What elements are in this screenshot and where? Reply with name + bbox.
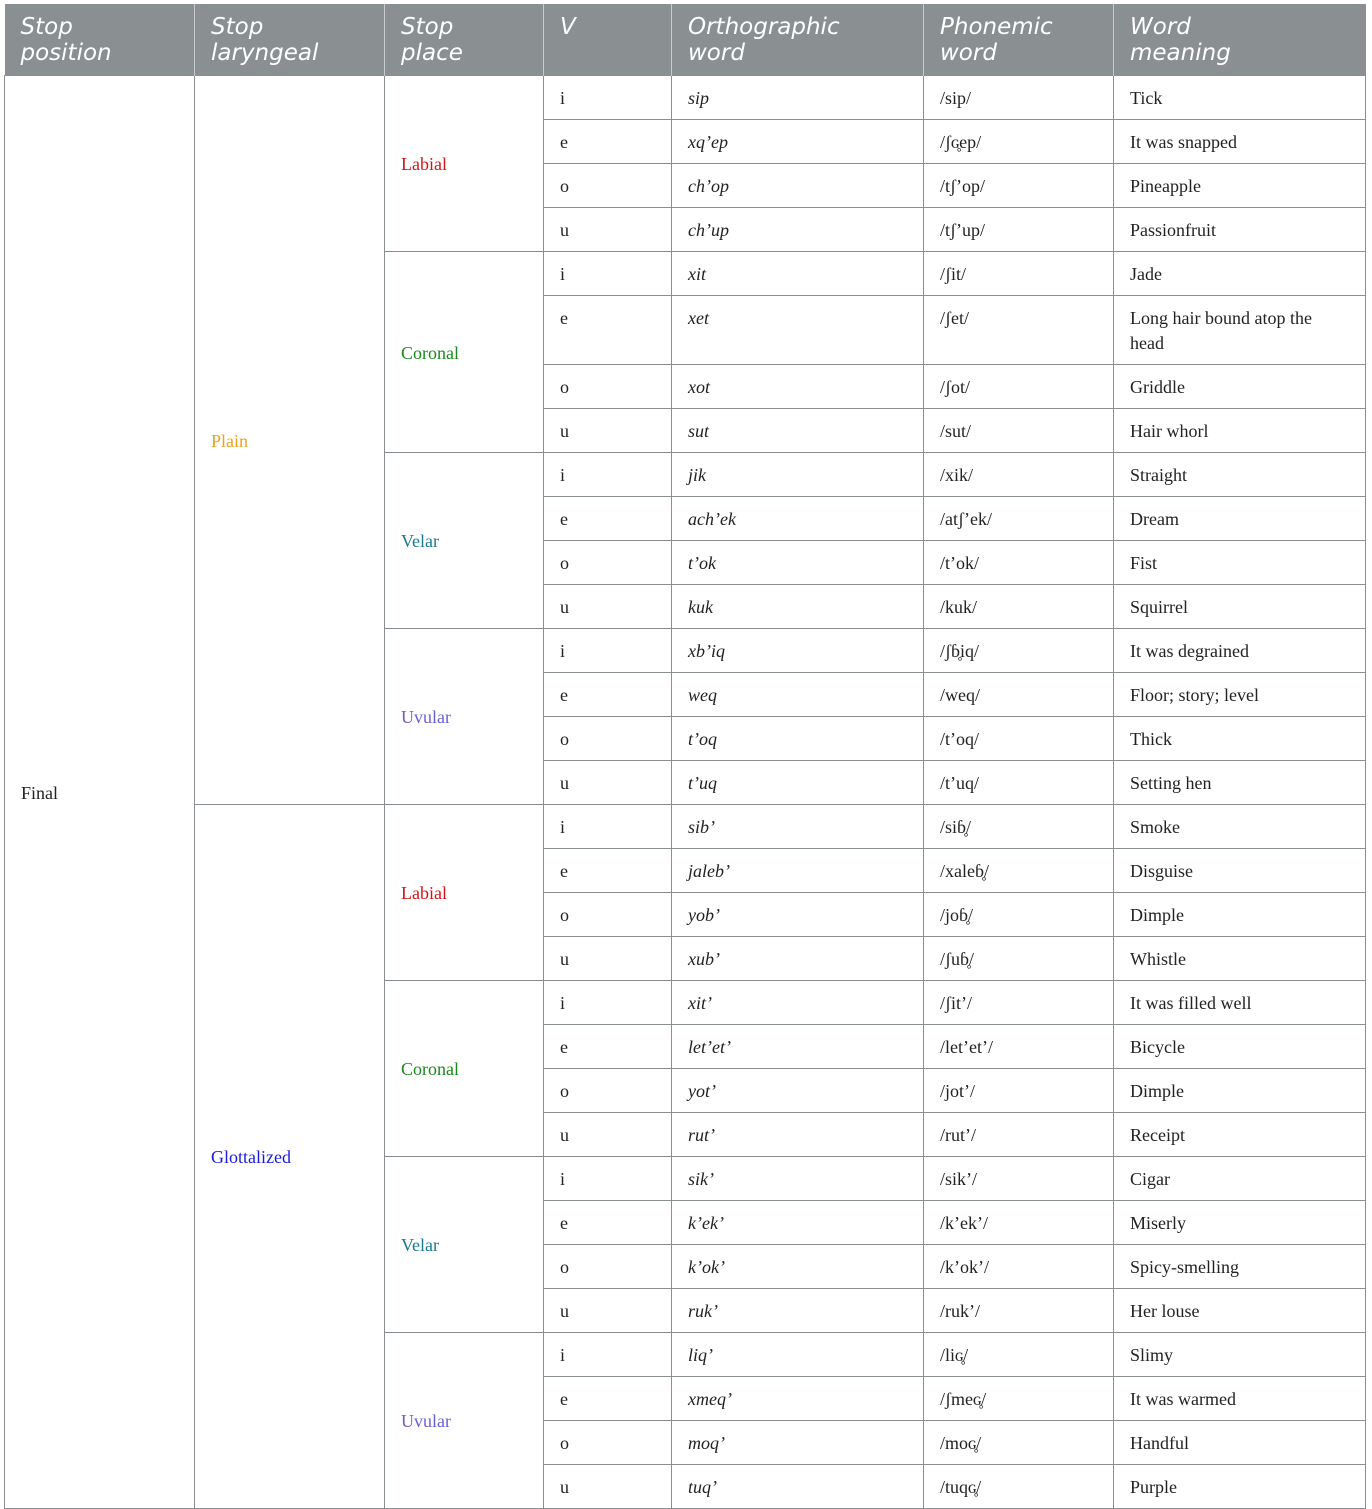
orthographic-word-cell: xit’: [672, 981, 924, 1025]
vowel-cell: o: [544, 1245, 672, 1289]
word-meaning-cell: Thick: [1114, 717, 1366, 761]
word-meaning-cell: Dimple: [1114, 1069, 1366, 1113]
phonemic-word-cell: /tuqɢ̥/: [924, 1465, 1114, 1509]
phonemic-word-cell: /t’oq/: [924, 717, 1114, 761]
header-stop-laryngeal: Stop laryngeal: [195, 4, 385, 76]
word-meaning-cell: It was degrained: [1114, 629, 1366, 673]
table-body: [5, 76, 1366, 1509]
vowel-cell: e: [544, 120, 672, 164]
vowel-cell: e: [544, 497, 672, 541]
orthographic-word-cell: moq’: [672, 1421, 924, 1465]
phonemic-word-cell: /sik’/: [924, 1157, 1114, 1201]
orthographic-word-cell: t’uq: [672, 761, 924, 805]
orthographic-word-cell: sut: [672, 409, 924, 453]
word-meaning-cell: Fist: [1114, 541, 1366, 585]
phonemic-word-cell: /k’ek’/: [924, 1201, 1114, 1245]
vowel-cell: i: [544, 805, 672, 849]
phonemic-word-cell: /joɓ̥/: [924, 893, 1114, 937]
vowel-cell: e: [544, 1201, 672, 1245]
orthographic-word-cell: xet: [672, 296, 924, 365]
word-meaning-cell: Smoke: [1114, 805, 1366, 849]
table-row: [5, 76, 1366, 120]
phonemic-word-cell: /ʃɢ̥ep/: [924, 120, 1114, 164]
place-cell: Uvular: [385, 629, 544, 805]
phonemic-word-cell: /let’et’/: [924, 1025, 1114, 1069]
orthographic-word-cell: t’ok: [672, 541, 924, 585]
phonemic-word-cell: /k’ok’/: [924, 1245, 1114, 1289]
word-meaning-cell: Slimy: [1114, 1333, 1366, 1377]
phonemic-word-cell: /ʃɓ̥iq/: [924, 629, 1114, 673]
orthographic-word-cell: weq: [672, 673, 924, 717]
place-cell: Velar: [385, 453, 544, 629]
word-meaning-cell: Her louse: [1114, 1289, 1366, 1333]
header-vowel: V: [544, 4, 672, 76]
orthographic-word-cell: ach’ek: [672, 497, 924, 541]
orthographic-word-cell: yot’: [672, 1069, 924, 1113]
vowel-cell: e: [544, 849, 672, 893]
word-meaning-cell: Miserly: [1114, 1201, 1366, 1245]
phonemic-word-cell: /weq/: [924, 673, 1114, 717]
orthographic-word-cell: ch’op: [672, 164, 924, 208]
table-header: [5, 4, 1366, 76]
vowel-cell: i: [544, 252, 672, 296]
word-meaning-cell: Long hair bound atop the head: [1114, 296, 1366, 365]
word-meaning-cell: Setting hen: [1114, 761, 1366, 805]
orthographic-word-cell: xub’: [672, 937, 924, 981]
phonemic-word-cell: /xik/: [924, 453, 1114, 497]
orthographic-word-cell: let’et’: [672, 1025, 924, 1069]
vowel-cell: e: [544, 673, 672, 717]
word-meaning-cell: Bicycle: [1114, 1025, 1366, 1069]
vowel-cell: i: [544, 1333, 672, 1377]
phonemic-word-cell: /xaleɓ̥/: [924, 849, 1114, 893]
word-meaning-cell: Jade: [1114, 252, 1366, 296]
vowel-cell: e: [544, 1025, 672, 1069]
orthographic-word-cell: sip: [672, 76, 924, 120]
header-stop-place: Stop place: [385, 4, 544, 76]
word-meaning-cell: Passionfruit: [1114, 208, 1366, 252]
word-meaning-cell: Squirrel: [1114, 585, 1366, 629]
place-cell: Coronal: [385, 252, 544, 453]
orthographic-word-cell: rut’: [672, 1113, 924, 1157]
word-meaning-cell: Receipt: [1114, 1113, 1366, 1157]
phonemic-word-cell: /t’ok/: [924, 541, 1114, 585]
orthographic-word-cell: sib’: [672, 805, 924, 849]
word-meaning-cell: Cigar: [1114, 1157, 1366, 1201]
vowel-cell: u: [544, 761, 672, 805]
vowel-cell: i: [544, 629, 672, 673]
vowel-cell: o: [544, 164, 672, 208]
orthographic-word-cell: kuk: [672, 585, 924, 629]
phonemic-word-cell: /ʃet/: [924, 296, 1114, 365]
phonemic-word-cell: /kuk/: [924, 585, 1114, 629]
vowel-cell: u: [544, 409, 672, 453]
vowel-cell: o: [544, 541, 672, 585]
laryngeal-cell: Plain: [195, 76, 385, 805]
place-cell: Uvular: [385, 1333, 544, 1509]
word-meaning-cell: It was filled well: [1114, 981, 1366, 1025]
place-cell: Labial: [385, 805, 544, 981]
phonemic-word-cell: /t’uq/: [924, 761, 1114, 805]
word-meaning-cell: Griddle: [1114, 365, 1366, 409]
word-meaning-cell: Tick: [1114, 76, 1366, 120]
vowel-cell: u: [544, 208, 672, 252]
phonemic-word-cell: /rut’/: [924, 1113, 1114, 1157]
phonemic-word-cell: /jot’/: [924, 1069, 1114, 1113]
phonemic-word-cell: /ʃit’/: [924, 981, 1114, 1025]
orthographic-word-cell: xot: [672, 365, 924, 409]
word-meaning-cell: Dream: [1114, 497, 1366, 541]
phonemic-word-cell: /ʃit/: [924, 252, 1114, 296]
vowel-cell: u: [544, 1113, 672, 1157]
orthographic-word-cell: tuq’: [672, 1465, 924, 1509]
vowel-cell: e: [544, 296, 672, 365]
vowel-cell: o: [544, 893, 672, 937]
word-meaning-cell: Floor; story; level: [1114, 673, 1366, 717]
orthographic-word-cell: k’ok’: [672, 1245, 924, 1289]
phonemic-word-cell: /ʃuɓ̥/: [924, 937, 1114, 981]
header-stop-position: Stop position: [5, 4, 195, 76]
phonemic-word-cell: /tʃ’op/: [924, 164, 1114, 208]
word-meaning-cell: Pineapple: [1114, 164, 1366, 208]
laryngeal-cell: Glottalized: [195, 805, 385, 1509]
phonemic-word-cell: /siɓ̥/: [924, 805, 1114, 849]
vowel-cell: i: [544, 453, 672, 497]
word-meaning-cell: It was warmed: [1114, 1377, 1366, 1421]
vowel-cell: u: [544, 1289, 672, 1333]
phonemic-word-cell: /atʃ’ek/: [924, 497, 1114, 541]
orthographic-word-cell: t’oq: [672, 717, 924, 761]
place-cell: Labial: [385, 76, 544, 252]
orthographic-word-cell: jaleb’: [672, 849, 924, 893]
vowel-cell: i: [544, 981, 672, 1025]
stop-consonant-table: [4, 4, 1366, 1509]
word-meaning-cell: Purple: [1114, 1465, 1366, 1509]
vowel-cell: e: [544, 1377, 672, 1421]
header-row: [5, 4, 1366, 76]
vowel-cell: u: [544, 585, 672, 629]
place-cell: Coronal: [385, 981, 544, 1157]
vowel-cell: o: [544, 717, 672, 761]
orthographic-word-cell: xb’iq: [672, 629, 924, 673]
vowel-cell: u: [544, 937, 672, 981]
orthographic-word-cell: xmeq’: [672, 1377, 924, 1421]
header-orthographic-word: Orthographic word: [672, 4, 924, 76]
header-phonemic-word: Phonemic word: [924, 4, 1114, 76]
orthographic-word-cell: xq’ep: [672, 120, 924, 164]
word-meaning-cell: It was snapped: [1114, 120, 1366, 164]
phonemic-word-cell: /ʃot/: [924, 365, 1114, 409]
orthographic-word-cell: jik: [672, 453, 924, 497]
vowel-cell: i: [544, 1157, 672, 1201]
phonemic-word-cell: /moɢ̥/: [924, 1421, 1114, 1465]
stop-position-cell: Final: [5, 76, 195, 1509]
vowel-cell: o: [544, 365, 672, 409]
phonemic-word-cell: /sut/: [924, 409, 1114, 453]
phonemic-word-cell: /liɢ̥/: [924, 1333, 1114, 1377]
vowel-cell: u: [544, 1465, 672, 1509]
orthographic-word-cell: sik’: [672, 1157, 924, 1201]
orthographic-word-cell: ruk’: [672, 1289, 924, 1333]
orthographic-word-cell: ch’up: [672, 208, 924, 252]
table-row: [5, 805, 1366, 849]
word-meaning-cell: Whistle: [1114, 937, 1366, 981]
phonemic-word-cell: /ʃmeɢ̥/: [924, 1377, 1114, 1421]
vowel-cell: o: [544, 1421, 672, 1465]
phonemic-word-cell: /ruk’/: [924, 1289, 1114, 1333]
word-meaning-cell: Spicy-smelling: [1114, 1245, 1366, 1289]
orthographic-word-cell: xit: [672, 252, 924, 296]
header-word-meaning: Word meaning: [1114, 4, 1366, 76]
word-meaning-cell: Disguise: [1114, 849, 1366, 893]
word-meaning-cell: Hair whorl: [1114, 409, 1366, 453]
orthographic-word-cell: k’ek’: [672, 1201, 924, 1245]
vowel-cell: i: [544, 76, 672, 120]
vowel-cell: o: [544, 1069, 672, 1113]
word-meaning-cell: Straight: [1114, 453, 1366, 497]
phonemic-word-cell: /sip/: [924, 76, 1114, 120]
place-cell: Velar: [385, 1157, 544, 1333]
orthographic-word-cell: yob’: [672, 893, 924, 937]
word-meaning-cell: Dimple: [1114, 893, 1366, 937]
orthographic-word-cell: liq’: [672, 1333, 924, 1377]
word-meaning-cell: Handful: [1114, 1421, 1366, 1465]
phonemic-word-cell: /tʃ’up/: [924, 208, 1114, 252]
